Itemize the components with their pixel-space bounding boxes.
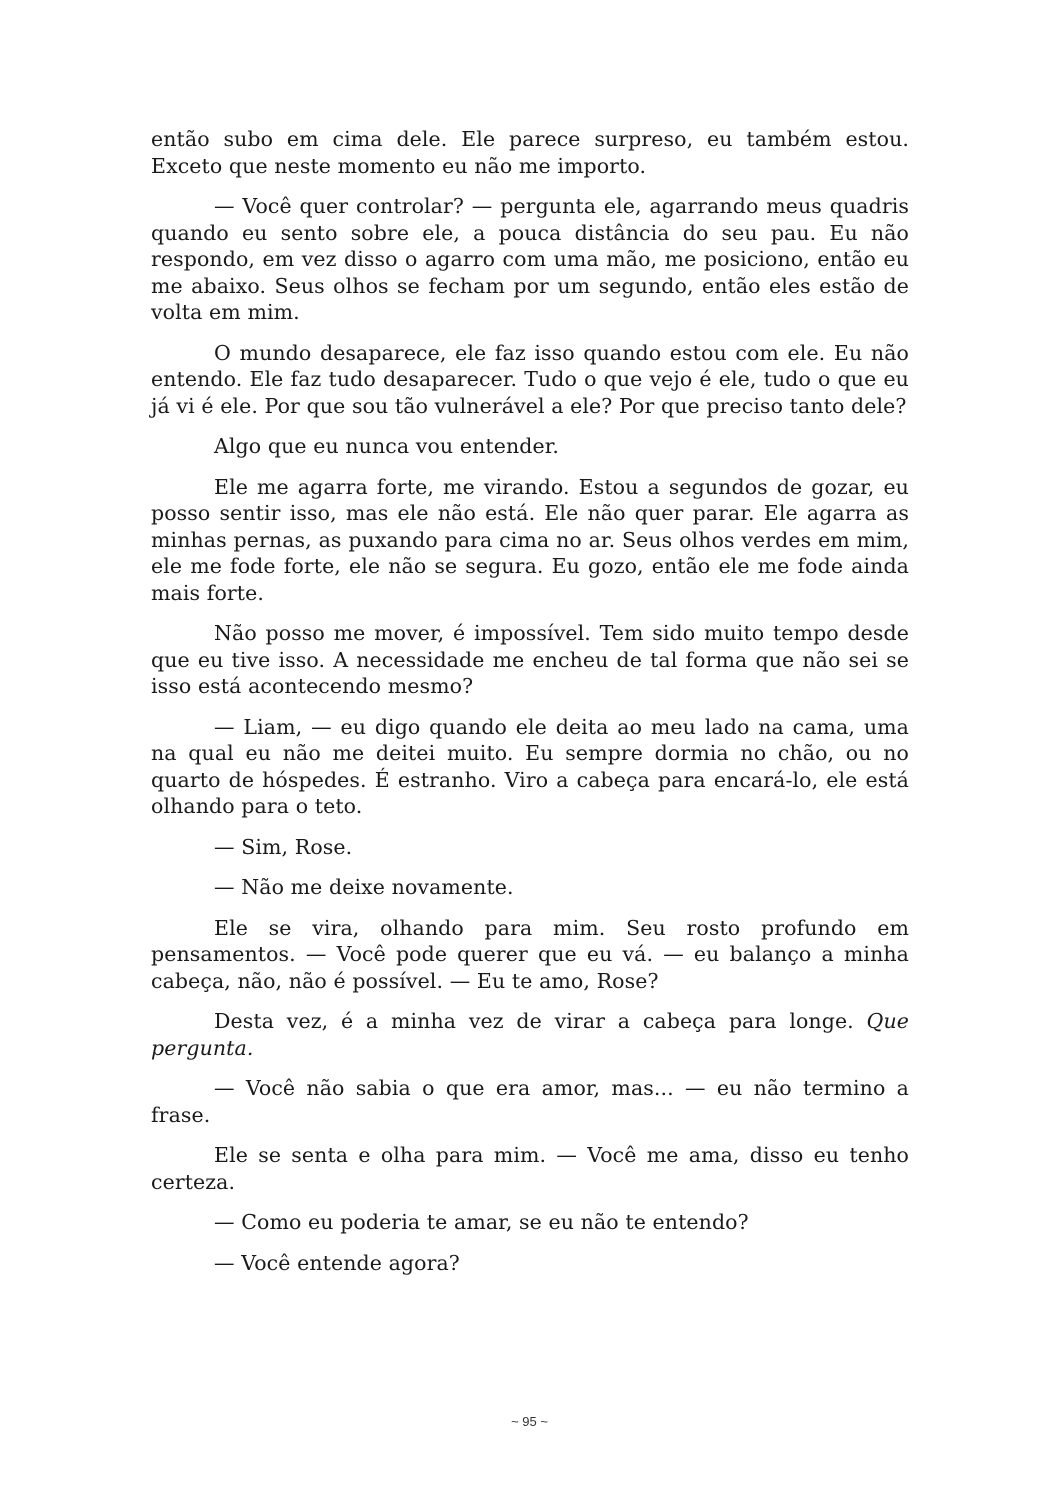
paragraph-11 [151,1008,909,1061]
paragraph-7: — Liam, — eu digo quando ele deita ao meu lado na cama, uma na qual eu não me deitei muito. Eu sempre dormia no chão, ou no quarto de hóspedes. É estranho. Viro a cabeça para encará-lo, ele está olhando para o teto. [151,714,909,818]
paragraph-1: então subo em cima dele. Ele parece surpreso, eu também estou. Exceto que neste momento eu não me importo. [151,127,909,178]
paragraph-5: Ele me agarra forte, me virando. Estou a segundos de gozar, eu posso sentir isso, mas ele não está. Ele não quer parar. Ele agarra as minhas pernas, as puxando para cima no ar. Seus olhos verdes em mim, ele me fode forte, ele não se segura. Eu gozo, então ele me fode ainda mais forte. [151,474,909,605]
paragraph-11-italic: Que pergunta. [151,1009,909,1060]
paragraph-9: — Não me deixe novamente. [214,875,514,899]
paragraph-13: Ele se senta e olha para mim. — Você me ama, disso eu tenho certeza. [151,1143,909,1194]
paragraph-3: O mundo desaparece, ele faz isso quando estou com ele. Eu não entendo. Ele faz tudo desaparecer. Tudo o que vejo é ele, tudo o que eu já vi é ele. Por que sou tão vulnerável a ele? Por que preciso tanto dele? [151,340,909,418]
paragraph-10: Ele se vira, olhando para mim. Seu rosto profundo em pensamentos. — Você pode querer que eu vá. — eu balanço a minha cabeça, não, não é possível. — Eu te amo, Rose? [151,915,909,993]
page-number: ~ 95 ~ [511,1414,548,1429]
paragraph-2: — Você quer controlar? — pergunta ele, agarrando meus quadris quando eu sento sobre ele, a pouca distância do seu pau. Eu não respondo, em vez disso o agarro com uma mão, me posiciono, então eu me abaixo. Seus olhos se fecham por um segundo, então eles estão de volta em mim. [151,194,909,324]
paragraph-12: — Você não sabia o que era amor, mas... — eu não termino a frase. [151,1076,909,1127]
paragraph-6: Não posso me mover, é impossível. Tem sido muito tempo desde que eu tive isso. A necessidade me encheu de tal forma que não sei se isso está acontecendo mesmo? [151,621,909,698]
paragraph-14: — Como eu poderia te amar, se eu não te entendo? [214,1210,749,1234]
paragraph-11-text: Desta vez, é a minha vez de virar a cabeça para longe. [214,1009,867,1033]
paragraph-4: Algo que eu nunca vou entender. [214,434,559,458]
page-body [151,126,909,1290]
paragraph-8: — Sim, Rose. [214,834,353,859]
paragraph-15: — Você entende agora? [214,1250,460,1275]
